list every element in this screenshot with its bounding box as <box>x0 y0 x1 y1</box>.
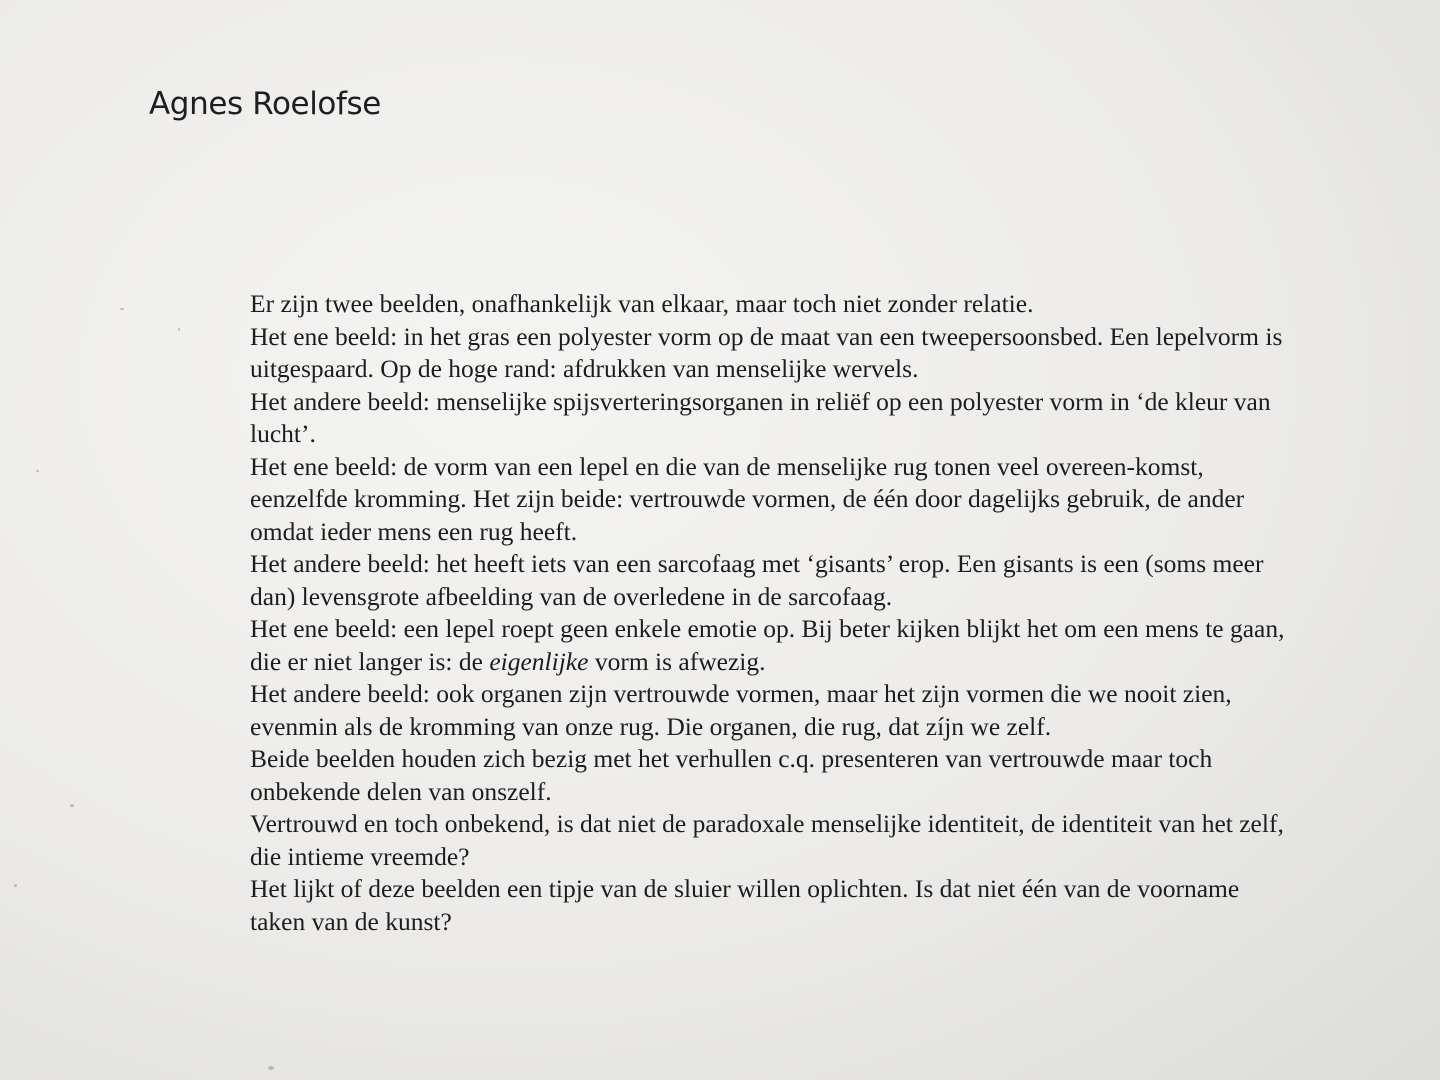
paper-speck <box>36 470 39 472</box>
paper-speck <box>120 308 124 310</box>
paper-speck <box>178 328 180 331</box>
paper-speck <box>268 1066 274 1070</box>
paragraph <box>250 613 1286 678</box>
paper-speck <box>70 804 74 807</box>
paragraph-text: vorm is afwezig. <box>588 646 766 676</box>
paragraph: Het andere beeld: menselijke spijsverteringsorganen in reliëf op een polyester vorm in ‘de kleur van lucht’. <box>250 386 1271 448</box>
paragraph: Het ene beeld: de vorm van een lepel en die van de menselijke rug tonen veel overeen-komst, eenzelfde kromming. Het zijn beide: vertrouwde vormen, de één door dagelijks gebruik, de ander omdat ieder mens een rug heeft. <box>250 451 1245 546</box>
paragraph: Het lijkt of deze beelden een tipje van de sluier willen oplichten. Is dat niet één van de voorname taken van de kunst? <box>250 874 1240 936</box>
paragraph: Er zijn twee beelden, onafhankelijk van elkaar, maar toch niet zonder relatie. <box>250 289 1034 318</box>
paragraph: Vertrouwd en toch onbekend, is dat niet de paradoxale menselijke identiteit, de identiteit van het zelf, die intieme vreemde? <box>250 809 1284 871</box>
paper-speck <box>14 884 17 887</box>
paragraph: Het ene beeld: in het gras een polyester vorm op de maat van een tweepersoonsbed. Een lepelvorm is uitgespaard. Op de hoge rand: afdrukken van menselijke wervels. <box>250 321 1283 383</box>
paragraph: Het andere beeld: het heeft iets van een sarcofaag met ‘gisants’ erop. Een gisants is een (soms meer dan) levensgrote afbeelding van de overledene in de sarcofaag. <box>250 549 1264 611</box>
emphasized-word: eigenlijke <box>489 646 589 676</box>
paragraph: Het andere beeld: ook organen zijn vertrouwde vormen, maar het zijn vormen die we nooit zien, evenmin als de kromming van onze rug. Die organen, die rug, dat zíjn we zelf. <box>250 679 1232 741</box>
paragraph: Beide beelden houden zich bezig met het verhullen c.q. presenteren van vertrouwde maar toch onbekende delen van onszelf. <box>250 744 1213 806</box>
essay-text <box>250 288 1286 938</box>
paragraph-text: Het ene beeld: een lepel roept geen enkele emotie op. Bij beter kijken blijkt het om een mens te gaan, die er niet langer is: de <box>250 614 1285 676</box>
author-name: Agnes Roelofse <box>149 86 381 122</box>
